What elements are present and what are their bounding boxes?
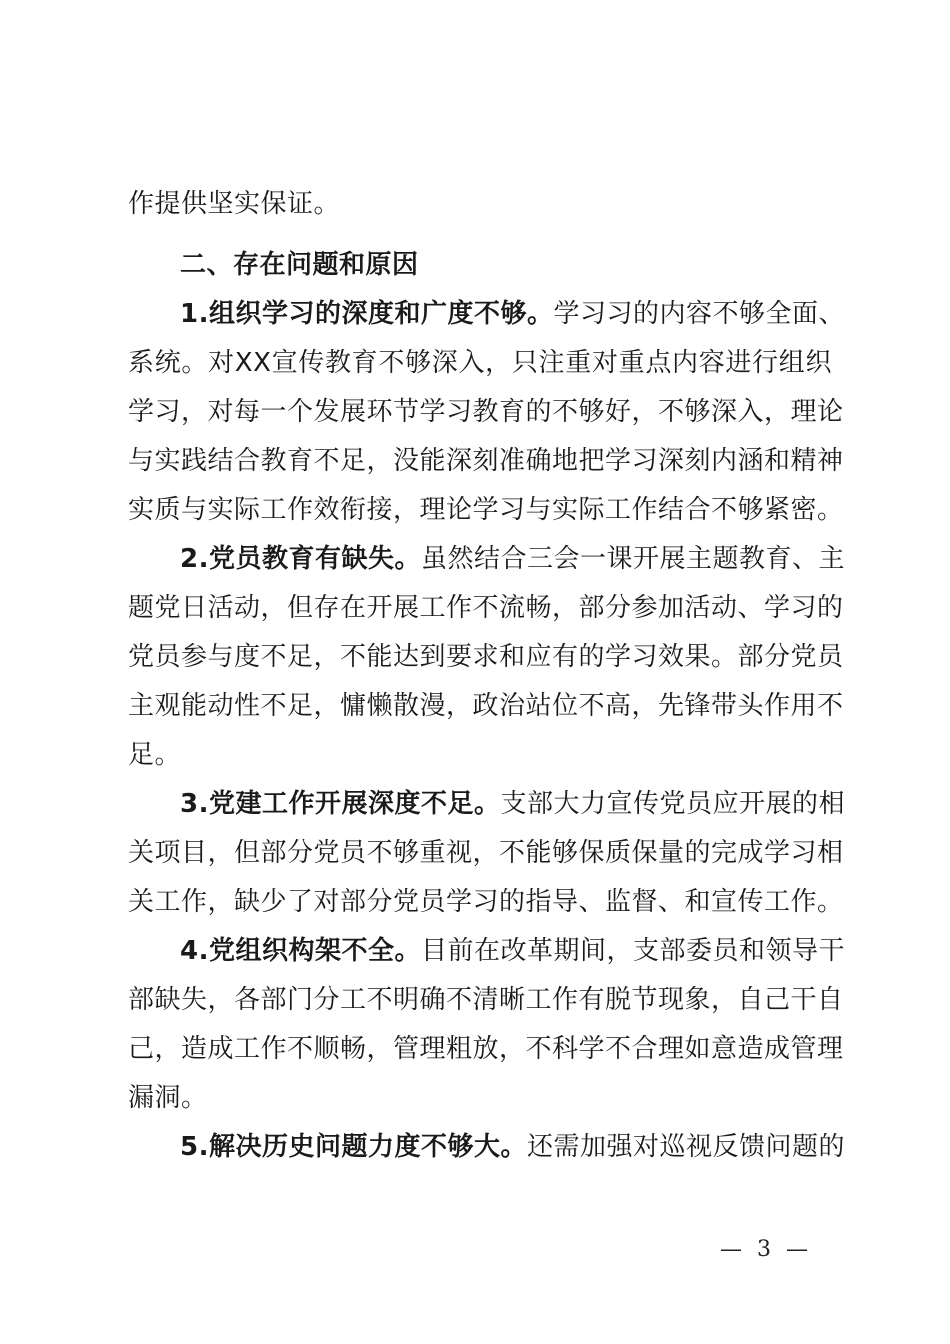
paragraph-4-line-3: 己，造成工作不顺畅，管理粗放，不科学不合理如意造成管理 [128,1034,844,1064]
paragraph-1-line-4: 与实践结合教育不足，没能深刻准确地把学习深刻内涵和精神 [128,446,844,476]
paragraph-2-line-2: 题党日活动，但存在开展工作不流畅，部分参加活动、学习的 [128,593,844,623]
paragraph-3-line-2: 关项目，但部分党员不够重视，不能够保质保量的完成学习相 [128,838,844,868]
paragraph-1-line-1: 1.组织学习的深度和广度不够。学习习的内容不够全面、 [180,299,845,329]
paragraph-2-line-3: 党员参与度不足，不能达到要求和应有的学习效果。部分党员 [128,642,844,672]
paragraph-1-line-2: 系统。对XX宣传教育不够深入，只注重对重点内容进行组织 [128,348,832,378]
paragraph-1-title: 1.组织学习的深度和广度不够。 [180,299,554,329]
paragraph-4-line-1: 4.党组织构架不全。目前在改革期间，支部委员和领导干 [180,936,845,966]
paragraph-1-line-3: 学习，对每一个发展环节学习教育的不够好，不够深入，理论 [128,397,844,427]
text-line: 作提供坚实保证。 [128,189,341,219]
paragraph-4-title: 4.党组织构架不全。 [180,936,421,966]
paragraph-3-title: 3.党建工作开展深度不足。 [180,789,501,819]
paragraph-2-line-5: 足。 [128,740,182,770]
paragraph-1-line-5: 实质与实际工作效衔接，理论学习与实际工作结合不够紧密。 [128,495,844,525]
paragraph-4-line-4: 漏洞。 [128,1083,208,1113]
paragraph-5-title: 5.解决历史问题力度不够大。 [180,1132,527,1162]
paragraph-2-title: 2.党员教育有缺失。 [180,544,421,574]
page-number: — 3 — [720,1237,812,1262]
paragraph-3-line-3: 关工作，缺少了对部分党员学习的指导、监督、和宣传工作。 [128,887,844,917]
paragraph-2-line-1: 2.党员教育有缺失。虽然结合三会一课开展主题教育、主 [180,544,845,574]
paragraph-3-line-1: 3.党建工作开展深度不足。支部大力宣传党员应开展的相 [180,789,845,819]
paragraph-4-line-2: 部缺失，各部门分工不明确不清晰工作有脱节现象，自己干自 [128,985,844,1015]
paragraph-2-line-4: 主观能动性不足，慵懒散漫，政治站位不高，先锋带头作用不 [128,691,844,721]
paragraph-5-line-1: 5.解决历史问题力度不够大。还需加强对巡视反馈问题的 [180,1132,845,1162]
section-heading: 二、存在问题和原因 [180,250,419,280]
document-body [128,180,845,1172]
